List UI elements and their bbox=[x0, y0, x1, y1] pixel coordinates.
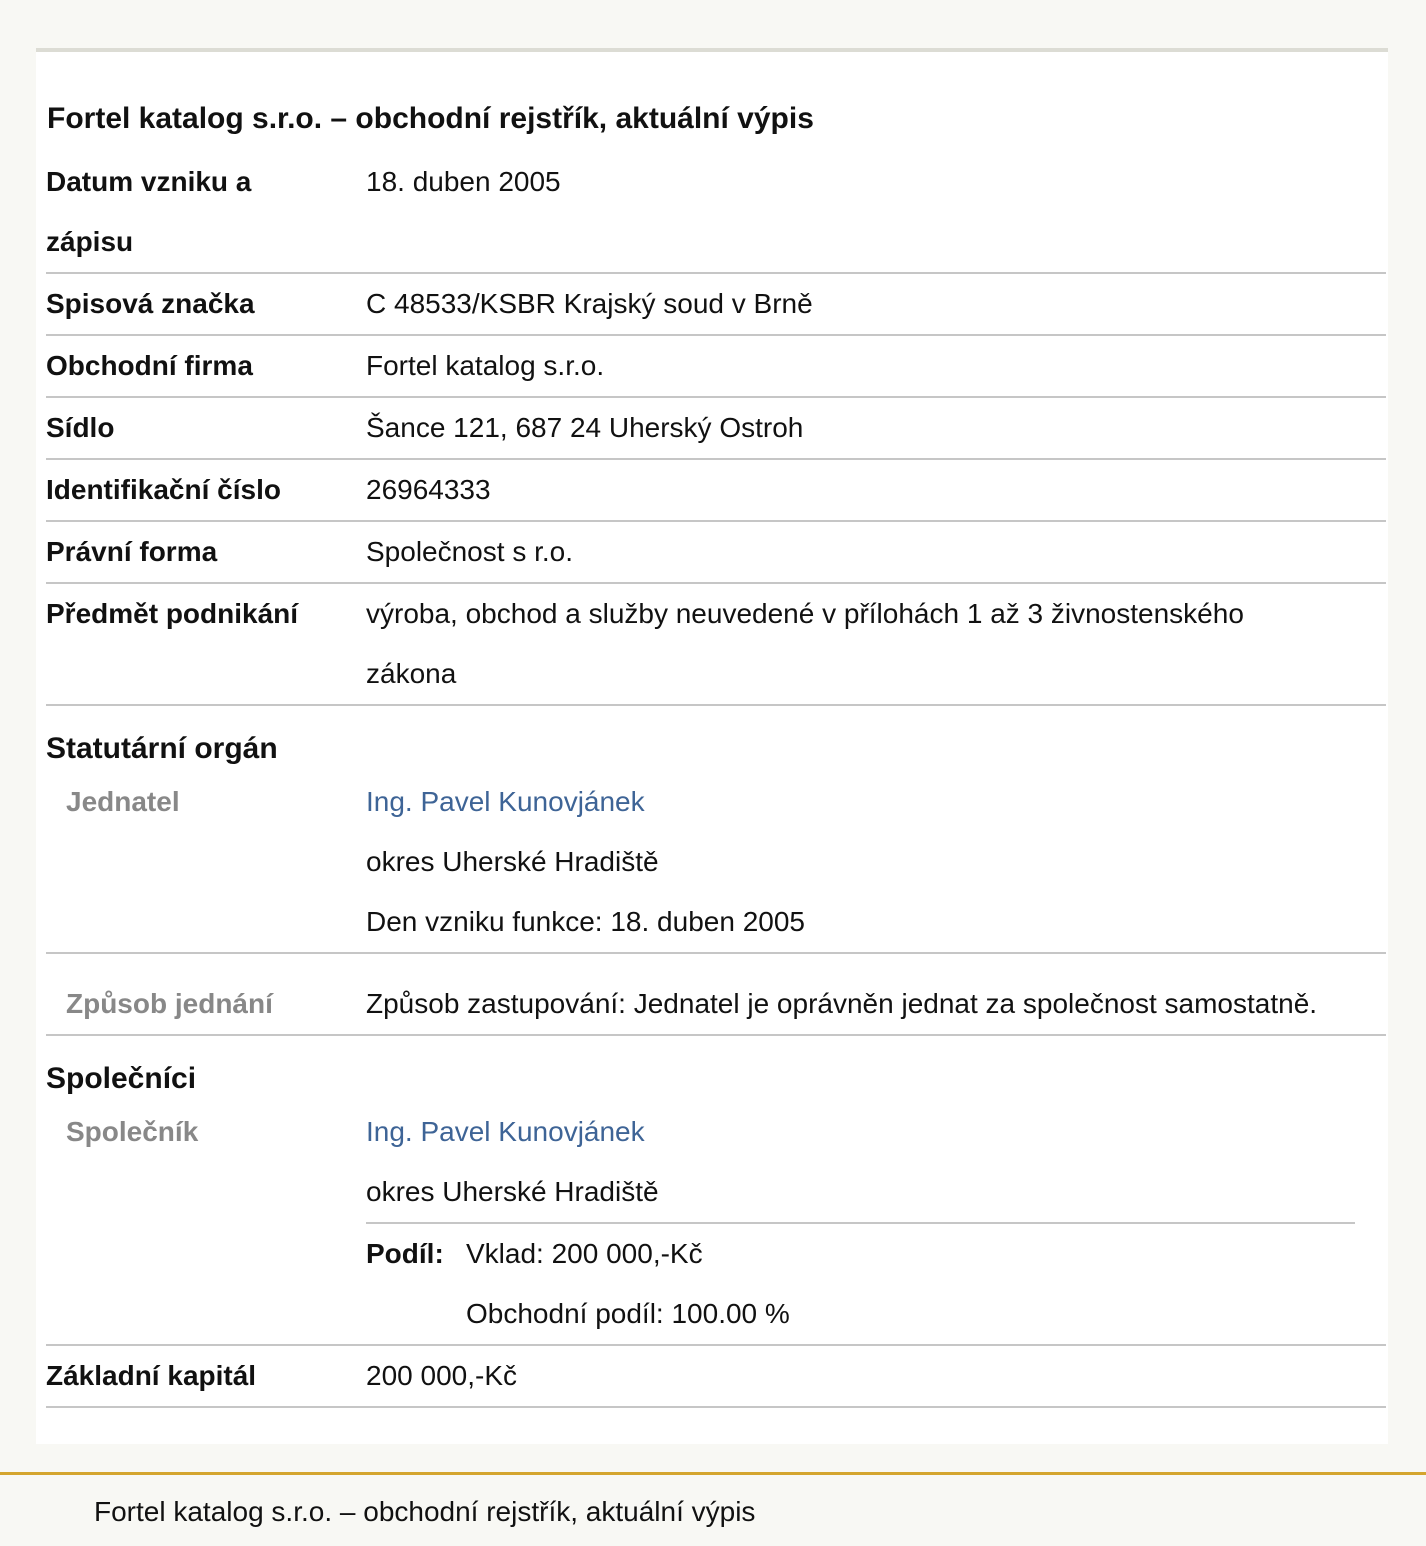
row-business-scope bbox=[46, 584, 1386, 706]
row-label: Společník bbox=[66, 1116, 199, 1147]
row-company-id bbox=[46, 460, 1386, 522]
row-label: Obchodní firma bbox=[46, 350, 253, 381]
share-block bbox=[366, 1222, 1355, 1344]
person-link[interactable]: Ing. Pavel Kunovjánek bbox=[366, 786, 645, 817]
share-details bbox=[466, 1224, 790, 1344]
share-percentage: Obchodní podíl: 100.00 % bbox=[466, 1298, 790, 1329]
row-value: 18. duben 2005 bbox=[366, 166, 561, 197]
row-label: Způsob jednání bbox=[66, 988, 273, 1019]
section-heading-statutory: Statutární orgán bbox=[46, 732, 278, 765]
person-district: okres Uherské Hradiště bbox=[366, 1176, 659, 1207]
share-label: Podíl: bbox=[366, 1238, 444, 1269]
share-deposit: Vklad: 200 000,-Kč bbox=[466, 1238, 703, 1269]
row-founding-date bbox=[46, 152, 1386, 274]
row-file-number bbox=[46, 274, 1386, 336]
row-address bbox=[46, 398, 1386, 460]
row-value: 200 000,-Kč bbox=[366, 1360, 517, 1391]
person-district: okres Uherské Hradiště bbox=[366, 846, 659, 877]
section-heading-partners: Společníci bbox=[46, 1062, 197, 1095]
row-value: Společnost s r.o. bbox=[366, 536, 574, 567]
row-statutory-member bbox=[46, 770, 1386, 954]
row-value: 26964333 bbox=[366, 474, 491, 505]
row-registered-capital bbox=[46, 1346, 1386, 1408]
row-value: výroba, obchod a služby neuvedené v přílohách 1 až 3 živnostenského zákona bbox=[366, 598, 1244, 689]
row-label: Předmět podnikání bbox=[46, 598, 299, 629]
row-label: Právní forma bbox=[46, 536, 218, 567]
row-label: Identifikační číslo bbox=[46, 474, 281, 505]
footer-divider bbox=[0, 1472, 1426, 1475]
row-conduct bbox=[46, 954, 1386, 1036]
row-company-name bbox=[46, 336, 1386, 398]
page-title: Fortel katalog s.r.o. – obchodní rejstřík, aktuální výpis bbox=[47, 102, 814, 135]
row-value: Fortel katalog s.r.o. bbox=[366, 350, 605, 381]
registry-table bbox=[46, 152, 1386, 1408]
row-value: Způsob zastupování: Jednatel je oprávněn jednat za společnost samostatně. bbox=[366, 988, 1318, 1019]
footer-title: Fortel katalog s.r.o. – obchodní rejstřík, aktuální výpis bbox=[94, 1496, 756, 1527]
row-legal-form bbox=[46, 522, 1386, 584]
row-label: Sídlo bbox=[46, 412, 115, 443]
row-value bbox=[366, 1102, 1386, 1344]
row-value: C 48533/KSBR Krajský soud v Brně bbox=[366, 288, 813, 319]
row-label: Základní kapitál bbox=[46, 1360, 257, 1391]
row-label: Jednatel bbox=[66, 786, 180, 817]
function-start-date: Den vzniku funkce: 18. duben 2005 bbox=[366, 906, 805, 937]
row-label: Spisová značka bbox=[46, 288, 255, 319]
person-link[interactable]: Ing. Pavel Kunovjánek bbox=[366, 1116, 645, 1147]
row-label: Datum vzniku a zápisu bbox=[46, 166, 252, 257]
row-partner bbox=[46, 1100, 1386, 1346]
row-value: Šance 121, 687 24 Uherský Ostroh bbox=[366, 412, 804, 443]
row-value bbox=[366, 772, 1386, 952]
